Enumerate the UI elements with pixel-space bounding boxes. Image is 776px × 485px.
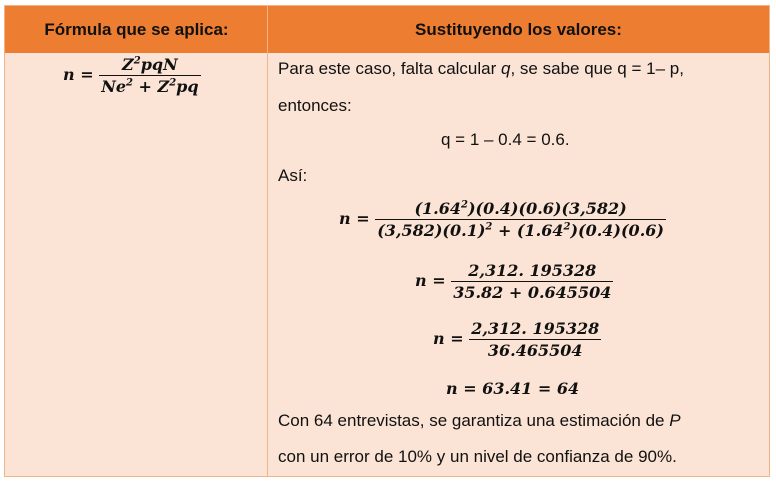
s2-denominator: 35.82 + 0.645504 [453,283,612,302]
line1-a: Para este caso, falta calcular [278,59,502,78]
s2-fraction [451,261,613,302]
concl1-p: P [669,411,681,430]
table-header [5,6,769,53]
general-formula [63,55,201,96]
s1-num-b: )(0.4)(0.6)(3,582) [467,199,627,218]
formula-fraction [99,55,200,96]
line1-b: , se sabe que q = 1– p, [510,59,684,78]
formula-equals: = [74,65,100,84]
s1-den-exp2: 2 [563,221,571,233]
num-exp: 2 [133,55,141,67]
s1-denominator [375,220,666,240]
text-line-2: entonces: [278,96,352,115]
s1-lhs: n [339,209,351,228]
step-4: n = 63.41 = 64 [446,379,580,398]
text-line-1 [278,59,684,79]
den-exp2: 2 [169,77,177,89]
s3-denominator: 36.465504 [487,341,583,360]
text-line-3: q = 1 – 0.4 = 0.6. [441,130,570,149]
s1-fraction [375,199,666,240]
conclusion-line-2: con un error de 10% y un nivel de confianza de 90%. [278,447,677,466]
header-substitution: Sustituyendo los valores: [415,20,622,39]
num-pqn: pqN [140,55,178,74]
table-body [5,53,769,476]
formula-table [4,5,770,477]
formula-denominator [99,76,200,96]
conclusion-line-1 [278,411,681,431]
den-z: Z [157,77,170,96]
s2-lhs: n [415,271,427,290]
den-ne: Ne [101,77,126,96]
s1-den-exp1: 2 [485,221,493,233]
den-exp1: 2 [126,77,133,89]
den-pq: pq [176,77,199,96]
formula-numerator [99,55,200,76]
concl1-a: Con 64 entrevistas, se garantiza una estimación de [278,411,670,430]
s1-den-a: (3,582)(0.1) [377,221,486,240]
header-formula: Fórmula que se aplica: [44,20,229,39]
num-z: Z [122,55,134,74]
s1-num-a: (1.64 [414,199,461,218]
formula-lhs: n [63,65,75,84]
text-line-4: Así: [278,166,308,185]
s3-lhs: n [433,329,445,348]
s1-den-b: + (1.64 [492,221,564,240]
s3-fraction [469,319,601,360]
s1-num-exp: 2 [460,199,468,211]
step-1: n = $\frac{(1.64^2)(0.4)(0.6)(3,582)}{(3,582)(0.1)^2 + (1.64^2)(0.4)(0.6)}$ [339,199,664,240]
s1-den-c: )(0.4)(0.6) [570,221,664,240]
step-2: n = $\frac{2,312. 195328}{35.82 + 0.645504}$ [415,261,612,302]
line1-q: q [501,59,511,78]
s1-numerator [375,199,666,220]
column-divider [267,53,268,476]
s3-numerator: 2,312. 195328 [471,319,600,338]
den-plus: + [132,77,158,96]
s2-numerator: 2,312. 195328 [451,261,613,282]
step-3: n = $\frac{2,312. 195328}{36.465504}$ [433,319,600,360]
